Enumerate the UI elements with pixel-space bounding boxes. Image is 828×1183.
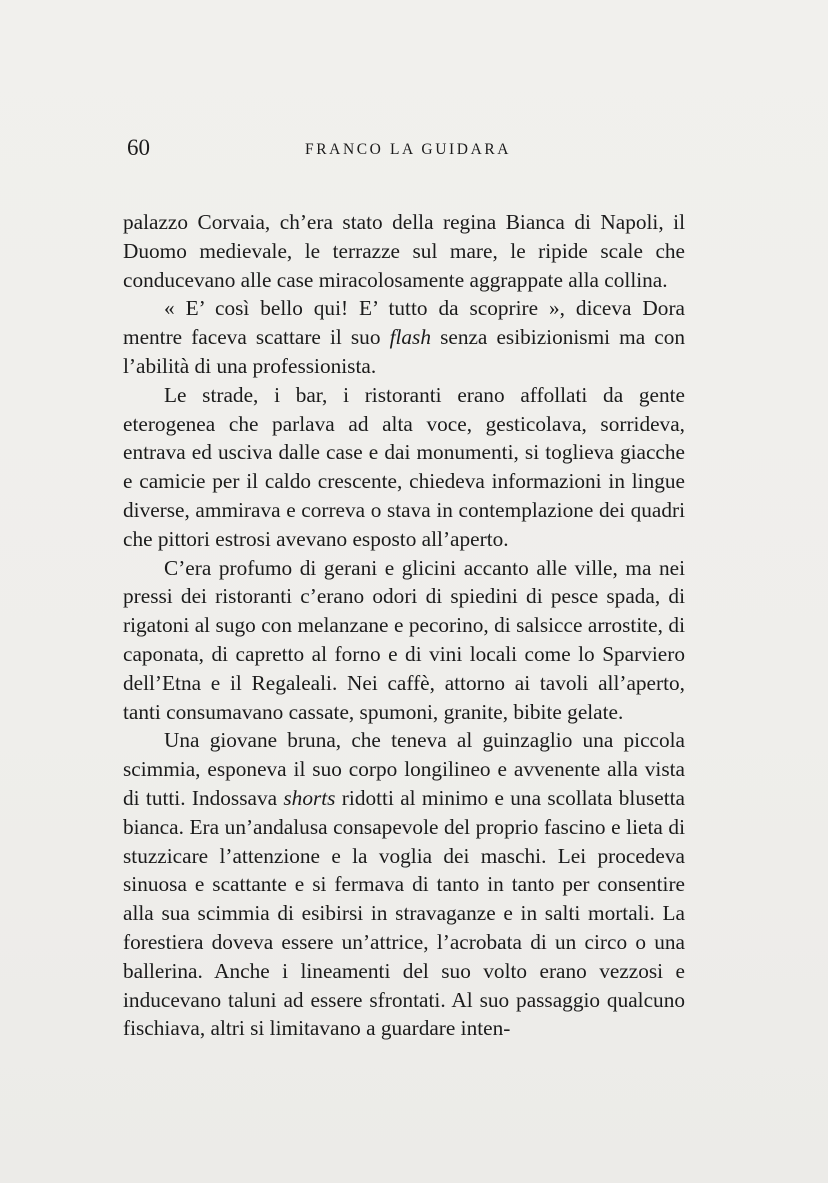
paragraph [123,208,685,294]
paragraph [123,726,685,1043]
italic-word: shorts [283,785,336,810]
text-run: Una giovane bruna, che teneva al guinzaglio una piccola scimmia, esponeva il suo corpo longilineo e avvenente alla vista di tutti. Indossava [123,728,685,810]
paragraph [123,381,685,554]
running-title: FRANCO LA GUIDARA [305,141,512,158]
running-head [127,133,687,165]
text-run: palazzo Corvaia, ch’era stato della regina Bianca di Napoli, il Duomo medievale, le terrazze sul mare, le ripide scale che conducevano alle case miracolosamente aggrappate alla collina. [123,210,685,292]
text-run: senza esibizionismi ma con l’abilità di una professionista. [123,325,685,378]
text-run: ridotti al minimo e una scollata blusetta bianca. Era un’andalusa consapevole del proprio fascino e lieta di stuzzicare l’attenzione e la voglia dei maschi. Lei procedeva sinuosa e scattante e si fermava di tanto in tanto per consentire alla sua scimmia di esibirsi in stravaganze e in salti mortali. La forestiera doveva essere un’attrice, l’acrobata di un circo o una ballerina. Anche i lineamenti del suo volto erano vezzosi e inducevano taluni ad essere sfrontati. Al suo passaggio qualcuno fischiava, altri si limitavano a guardare inten- [123,785,685,1041]
text-run: C’era profumo di gerani e glicini accanto alle ville, ma nei pressi dei ristoranti c’erano odori di spiedini di pesce spada, di rigatoni al sugo con melanzane e pecorino, di salsicce arrostite, di caponata, di capretto al forno e di vini locali come lo Sparviero dell’Etna e il Regaleali. Nei caffè, attorno ai tavoli all’aperto, tanti consumavano cassate, spumoni, granite, bibite gelate. [123,555,685,724]
paragraph [123,294,685,380]
body-text [123,208,685,1043]
paragraph [123,554,685,727]
page-number: 60 [127,135,150,160]
italic-word: flash [389,325,431,350]
text-run: Le strade, i bar, i ristoranti erano affollati da gente eterogenea che parlava ad alta voce, gesticolava, sorrideva, entrava ed usciva dalle case e dai monumenti, si toglieva giacche e camicie per il caldo crescente, chiedeva informazioni in lingue diverse, ammirava e correva o stava in contemplazione dei quadri che pittori estrosi avevano esposto all’aperto. [123,382,685,551]
text-run: « E’ così bello qui! E’ tutto da scoprire », diceva Dora mentre faceva scattare il suo [123,296,685,350]
